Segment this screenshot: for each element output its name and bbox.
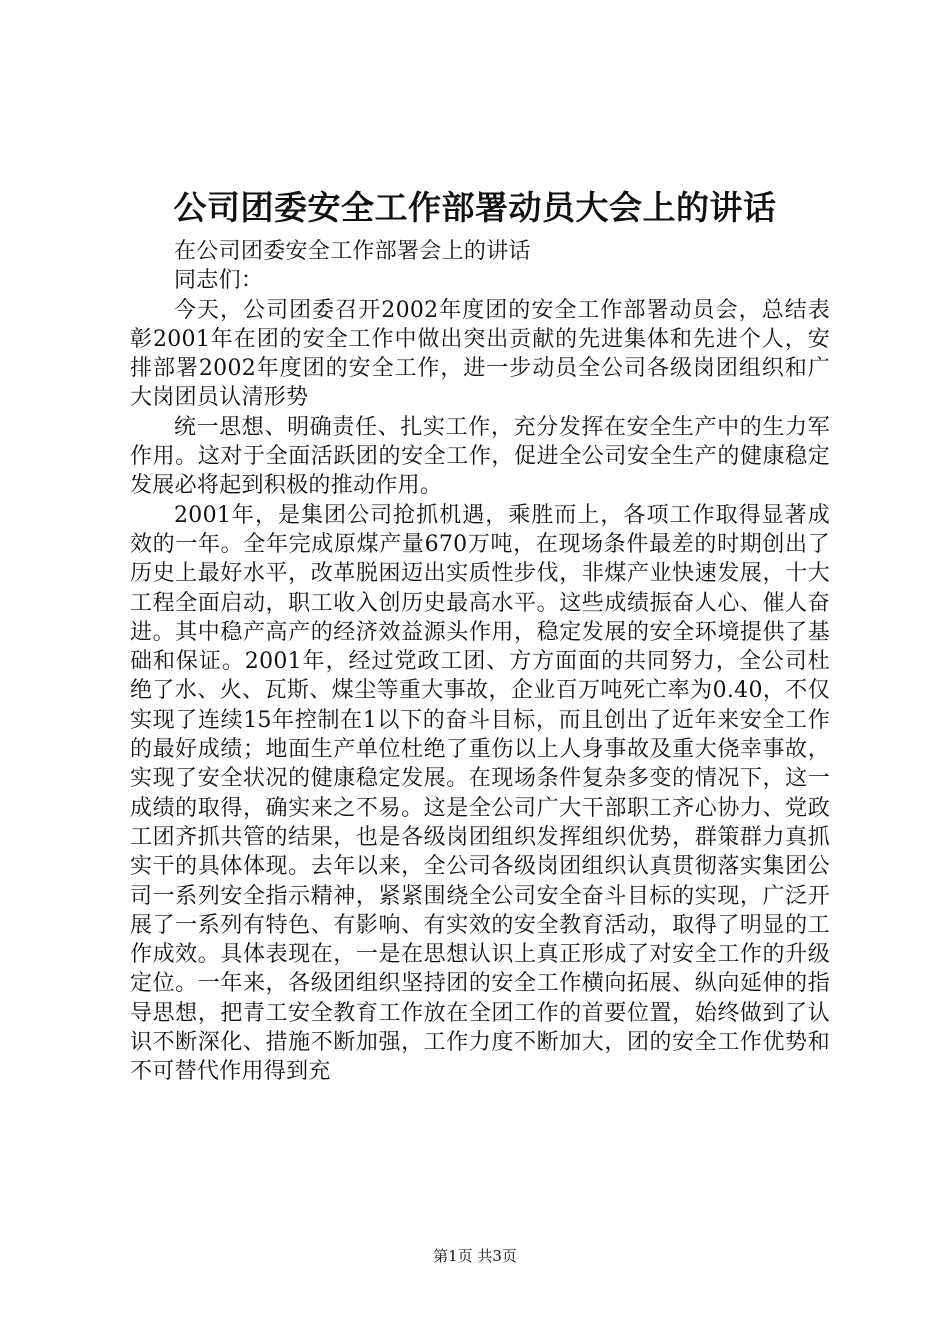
body-paragraph: 统一思想、明确责任、扎实工作，充分发挥在安全生产中的生力军作用。这对于全面活跃团的安全工作，促进全公司安全生产的健康稳定发展必将起到积极的推动作用。 bbox=[130, 414, 830, 499]
salutation-paragraph: 同志们： bbox=[174, 268, 264, 294]
document-title: 公司团委安全工作部署动员大会上的讲话 bbox=[173, 188, 777, 227]
document-body bbox=[130, 237, 830, 1087]
page-number-footer: 第1页 共3页 bbox=[433, 1247, 517, 1265]
body-paragraph: 今天，公司团委召开2002年度团的安全工作部署动员会，总结表彰2001年在团的安全工作中做出突出贡献的先进集体和先进个人，安排部署2002年度团的安全工作，进一步动员全公司各级岗团组织和广大岗团员认清形势 bbox=[130, 297, 830, 411]
subtitle-paragraph: 在公司团委安全工作部署会上的讲话 bbox=[174, 239, 531, 264]
body-paragraph: 2001年，是集团公司抢抓机遇，乘胜而上，各项工作取得显著成效的一年。全年完成原煤产量670万吨，在现场条件最差的时期创出了历史上最好水平，改革脱困迈出实质性步伐，非煤产业快速发展，十大工程全面启动，职工收入创历史最高水平。这些成绩振奋人心、催人奋进。其中稳产高产的经济效益源头作用，稳定发展的安全环境提供了基础和保证。2001年，经过党政工团、方方面面的共同努力，全公司杜绝了水、火、瓦斯、煤尘等重大事故，企业百万吨死亡率为0.40，不仅实现了连续15年控制在1以下的奋斗目标，而且创出了近年来安全工作的最好成绩；地面生产单位杜绝了重伤以上人身事故及重大侥幸事故，实现了安全状况的健康稳定发展。在现场条件复杂多变的情况下，这一成绩的取得，确实来之不易。这是全公司广大干部职工齐心协力、党政工团齐抓共管的结果，也是各级岗团组织发挥组织优势，群策群力真抓实干的具体体现。去年以来，全公司各级岗团组织认真贯彻落实集团公司一系列安全指示精神，紧紧围绕全公司安全奋斗目标的实现，广泛开展了一系列有特色、有影响、有实效的安全教育活动，取得了明显的工作成效。具体表现在，一是在思想认识上真正形成了对安全工作的升级定位。一年来，各级团组织坚持团的安全工作横向拓展、纵向延伸的指导思想，把青工安全教育工作放在全团工作的首要位置，始终做到了认识不断深化、措施不断加强，工作力度不断加大，团的安全工作优势和不可替代作用得到充 bbox=[130, 502, 830, 1085]
